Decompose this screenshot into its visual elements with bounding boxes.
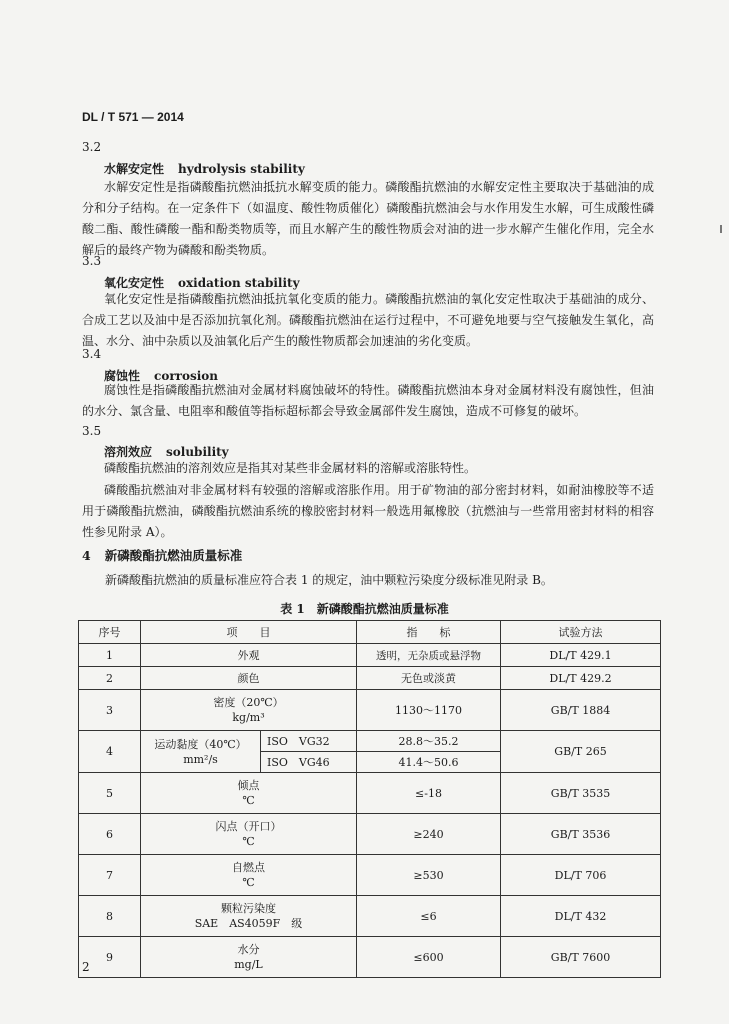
item-name: 密度（20℃） xyxy=(213,696,284,709)
section-number-3-3: 3.3 xyxy=(82,254,102,268)
row-item xyxy=(141,731,261,773)
section-4-number: 4 xyxy=(82,548,91,563)
row-item xyxy=(141,855,357,896)
term-cn: 水解安定性 xyxy=(104,162,165,176)
section-3-5-paragraph-2: 磷酸酯抗燃油对非金属材料有较强的溶解或溶胀作用。用于矿物油的部分密封材料，如耐油橡胶等不适用于磷酸酯抗燃油，磷酸酯抗燃油系统的橡胶密封材料一般选用氟橡胶（抗燃油与一些常用密封材料的相容性参见附录 A）。 xyxy=(82,483,654,539)
table-row xyxy=(79,937,661,978)
table-row xyxy=(79,814,661,855)
term-cn: 腐蚀性 xyxy=(104,369,141,383)
row-no: 6 xyxy=(79,814,141,855)
item-unit: SAE AS4059F 级 xyxy=(194,917,303,930)
term-hydrolysis-stability xyxy=(104,160,305,177)
row-item xyxy=(141,690,357,731)
row-no: 1 xyxy=(79,644,141,667)
header-index: 指 标 xyxy=(357,621,501,644)
section-3-5-paragraph: 磷酸酯抗燃油的溶剂效应是指其对某些非金属材料的溶解或溶胀特性。 xyxy=(104,461,477,475)
section-4-heading xyxy=(82,546,242,564)
item-name: 颗粒污染度 xyxy=(221,902,276,915)
term-cn: 氧化安定性 xyxy=(104,276,165,290)
row-item xyxy=(141,773,357,814)
scan-mark xyxy=(720,225,722,233)
row-method: GB/T 1884 xyxy=(501,690,661,731)
row-index: ≤6 xyxy=(357,896,501,937)
quality-standard-table xyxy=(78,620,661,978)
row-item xyxy=(141,896,357,937)
row-index: ≥240 xyxy=(357,814,501,855)
row-method: GB/T 265 xyxy=(501,731,661,773)
row-method: GB/T 3536 xyxy=(501,814,661,855)
term-en: corrosion xyxy=(154,369,219,383)
item-unit: kg/m³ xyxy=(232,711,265,724)
row-method: GB/T 3535 xyxy=(501,773,661,814)
header-method: 试验方法 xyxy=(501,621,661,644)
section-number-3-2: 3.2 xyxy=(82,140,102,154)
item-name: 水分 xyxy=(237,943,260,956)
term-en: solubility xyxy=(166,445,229,459)
item-name: 运动黏度（40℃） xyxy=(154,737,247,751)
row-no: 7 xyxy=(79,855,141,896)
section-number-3-5: 3.5 xyxy=(82,424,102,438)
item-name: 倾点 xyxy=(237,779,260,792)
viscosity-grade-vg32: ISO VG32 xyxy=(261,731,357,752)
row-no: 4 xyxy=(79,731,141,773)
row-no: 5 xyxy=(79,773,141,814)
document-code-header: DL / T 571 — 2014 xyxy=(82,110,184,124)
row-index: ≥530 xyxy=(357,855,501,896)
section-number-3-4: 3.4 xyxy=(82,347,102,361)
table-row xyxy=(79,731,661,752)
row-item xyxy=(141,814,357,855)
item-unit: mm²/s xyxy=(183,752,218,766)
item-unit: ℃ xyxy=(242,876,255,889)
table-row xyxy=(79,896,661,937)
term-cn: 溶剂效应 xyxy=(104,445,153,459)
section-3-3-paragraph: 氧化安定性是指磷酸酯抗燃油抵抗氧化变质的能力。磷酸酯抗燃油的氧化安定性取决于基础油的成分、合成工艺以及油中是否添加抗氧化剂。磷酸酯抗燃油在运行过程中，不可避免地要与空气接触发生氧化，高温、水分、油中杂质以及油氧化后产生的酸性物质都会加速油的劣化变质。 xyxy=(82,292,654,348)
row-index: 无色或淡黄 xyxy=(357,667,501,690)
section-3-2-paragraph: 水解安定性是指磷酸酯抗燃油抵抗水解变质的能力。磷酸酯抗燃油的水解安定性主要取决于基础油的成分和分子结构。在一定条件下（如温度、酸性物质催化）磷酸酯抗燃油会与水作用发生水解，可生成酸性磷酸二酯、酸性磷酸一酯和酚类物质等，而且水解产生的酸性物质会对油的进一步水解产生催化作用，完全水解后的最终产物为磷酸和酚类物质。 xyxy=(82,180,654,257)
viscosity-grade-vg46: ISO VG46 xyxy=(261,752,357,773)
row-item: 外观 xyxy=(141,644,357,667)
row-item xyxy=(141,937,357,978)
row-no: 8 xyxy=(79,896,141,937)
header-no: 序号 xyxy=(79,621,141,644)
row-item: 颜色 xyxy=(141,667,357,690)
page-number: 2 xyxy=(82,960,90,974)
row-no: 9 xyxy=(79,937,141,978)
row-no: 2 xyxy=(79,667,141,690)
row-index-vg32: 28.8～35.2 xyxy=(357,731,501,752)
section-4-title: 新磷酸酯抗燃油质量标准 xyxy=(104,548,243,563)
row-index: 1130～1170 xyxy=(357,690,501,731)
term-en: oxidation stability xyxy=(178,276,300,290)
row-index: 透明，无杂质或悬浮物 xyxy=(357,644,501,667)
term-en: hydrolysis stability xyxy=(178,162,305,176)
row-method: DL/T 429.2 xyxy=(501,667,661,690)
table-row xyxy=(79,855,661,896)
row-method: DL/T 706 xyxy=(501,855,661,896)
item-name: 自燃点 xyxy=(232,861,265,874)
row-index-vg46: 41.4～50.6 xyxy=(357,752,501,773)
row-method: DL/T 432 xyxy=(501,896,661,937)
row-index: ≤-18 xyxy=(357,773,501,814)
table-caption: 表 1 新磷酸酯抗燃油质量标准 xyxy=(280,602,449,616)
row-no: 3 xyxy=(79,690,141,731)
row-method: DL/T 429.1 xyxy=(501,644,661,667)
row-index: ≤600 xyxy=(357,937,501,978)
table-row xyxy=(79,667,661,690)
header-item: 项 目 xyxy=(141,621,357,644)
item-name: 闪点（开口） xyxy=(215,820,282,833)
item-unit: mg/L xyxy=(234,958,263,971)
item-unit: ℃ xyxy=(242,835,255,848)
table-row xyxy=(79,773,661,814)
row-method: GB/T 7600 xyxy=(501,937,661,978)
item-unit: ℃ xyxy=(242,794,255,807)
table-header-row xyxy=(79,621,661,644)
table-row xyxy=(79,690,661,731)
table-row xyxy=(79,644,661,667)
section-4-paragraph: 新磷酸酯抗燃油的质量标准应符合表 1 的规定，油中颗粒污染度分级标准见附录 B。 xyxy=(105,573,553,587)
section-3-4-paragraph: 腐蚀性是指磷酸酯抗燃油对金属材料腐蚀破坏的特性。磷酸酯抗燃油本身对金属材料没有腐蚀性，但油的水分、氯含量、电阻率和酸值等指标超标都会导致金属部件发生腐蚀，造成不可修复的破坏。 xyxy=(82,383,654,418)
